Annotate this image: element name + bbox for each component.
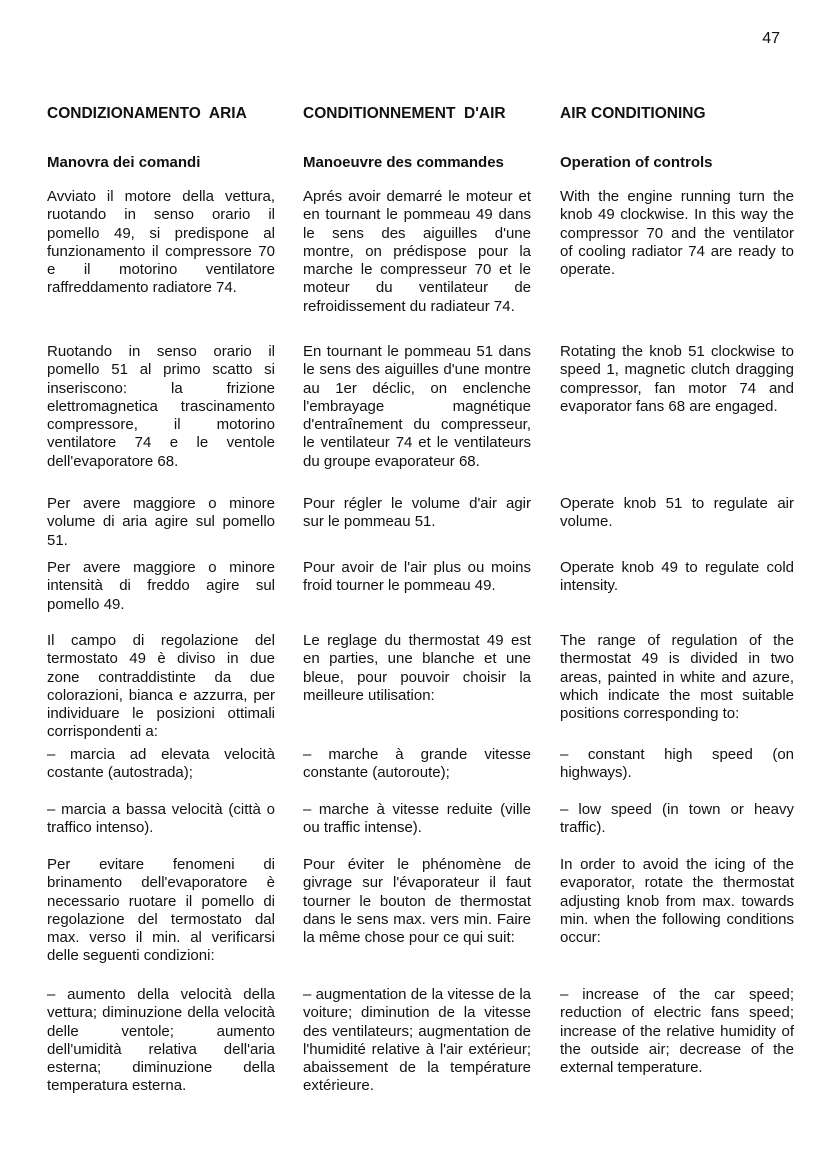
it-paragraph-3: Per avere maggiore o minore volume di aria agire sul pomello 51.: [47, 495, 275, 549]
en-paragraph-6: – constant high speed (on highways).: [560, 746, 794, 782]
fr-paragraph-1: Aprés avoir demarré le moteur et en tournant le pommeau 49 dans le sens des aiguilles d'une montre, on prédispose pour la marche le compresseur 70 et le moteur du ventilateur de refroidissement du radiateur 74.: [303, 188, 531, 315]
it-paragraph-2: Ruotando in senso orario il pomello 51 al primo scatto si inseriscono: la frizione elettromagnetica trascinamento compressore, il motorino ventilatore 74 e le ventole dell'evaporatore 68.: [47, 343, 275, 470]
it-paragraph-4: Per avere maggiore o minore intensità di freddo agire sul pomello 49.: [47, 559, 275, 613]
en-paragraph-7: – low speed (in town or heavy traffic).: [560, 801, 794, 837]
fr-paragraph-8: Pour éviter le phénomène de givrage sur l'évaporateur il faut tourner le bouton de thermostat dans le sens max. vers min. Faire la même chose pour ce qui suit:: [303, 856, 531, 947]
en-paragraph-4: Operate knob 49 to regulate cold intensity.: [560, 559, 794, 595]
it-subheading: Manovra dei comandi: [47, 154, 201, 171]
fr-paragraph-5: Le reglage du thermostat 49 est en parties, une blanche et une bleue, pour pouvoir choisir la meilleure utilisation:: [303, 632, 531, 704]
en-paragraph-5: The range of regulation of the thermostat 49 is divided in two areas, painted in white and azure, which indicate the most suitable positions corresponding to:: [560, 632, 794, 723]
en-paragraph-9: – increase of the car speed; reduction of electric fans speed; increase of the relative humidity of the outside air; decrease of the external temperature.: [560, 986, 794, 1077]
fr-subheading: Manoeuvre des commandes: [303, 154, 504, 171]
it-paragraph-8: Per evitare fenomeni di brinamento dell'evaporatore è necessario ruotare il pomello di regolazione del termostato dal max. verso il min. al verificarsi delle seguenti condizioni:: [47, 856, 275, 965]
fr-paragraph-3: Pour régler le volume d'air agir sur le pommeau 51.: [303, 495, 531, 531]
it-paragraph-5: Il campo di regolazione del termostato 49 è diviso in due zone contraddistinte da due colorazioni, bianca e azzurra, per individuare le posizioni ottimali corrispondenti a:: [47, 632, 275, 741]
fr-paragraph-6: – marche à grande vitesse constante (autoroute);: [303, 746, 531, 782]
it-paragraph-7: – marcia a bassa velocità (città o traffico intenso).: [47, 801, 275, 837]
it-heading: CONDIZIONAMENTO ARIA: [47, 105, 247, 122]
en-paragraph-8: In order to avoid the icing of the evaporator, rotate the thermostat adjusting knob from max. towards min. when the following conditions occur:: [560, 856, 794, 947]
fr-heading: CONDITIONNEMENT D'AIR: [303, 105, 506, 122]
fr-paragraph-7: – marche à vitesse reduite (ville ou traffic intense).: [303, 801, 531, 837]
en-heading: AIR CONDITIONING: [560, 105, 706, 122]
en-paragraph-3: Operate knob 51 to regulate air volume.: [560, 495, 794, 531]
en-subheading: Operation of controls: [560, 154, 713, 171]
fr-paragraph-9: – augmentation de la vitesse de la voiture; diminution de la vitesse des ventilateurs; augmentation de l'humidité relative à l'air extérieur; abaissement de la température extérieure.: [303, 986, 531, 1095]
en-paragraph-2: Rotating the knob 51 clockwise to speed 1, magnetic clutch dragging compressor, fan motor 74 and evaporator fans 68 are engaged.: [560, 343, 794, 415]
fr-paragraph-2: En tournant le pommeau 51 dans le sens des aiguilles d'une montre au 1er déclic, on enclenche l'embrayage magnétique d'entraînement du compresseur, le ventilateur 74 et le ventilateurs du groupe evaporateur 68.: [303, 343, 531, 470]
it-paragraph-6: – marcia ad elevata velocità costante (autostrada);: [47, 746, 275, 782]
page-number: 47: [762, 30, 780, 47]
it-paragraph-1: Avviato il motore della vettura, ruotando in senso orario il pomello 49, si predispone al funzionamento il compressore 70 e il motorino ventilatore raffreddamento radiatore 74.: [47, 188, 275, 297]
fr-paragraph-4: Pour avoir de l'air plus ou moins froid tourner le pommeau 49.: [303, 559, 531, 595]
en-paragraph-1: With the engine running turn the knob 49 clockwise. In this way the compressor 70 and the ventilator of cooling radiator 74 are ready to operate.: [560, 188, 794, 279]
it-paragraph-9: – aumento della velocità della vettura; diminuzione della velocità delle ventole; aumento dell'umidità relativa dell'aria esterna; diminuzione della temperatura esterna.: [47, 986, 275, 1095]
